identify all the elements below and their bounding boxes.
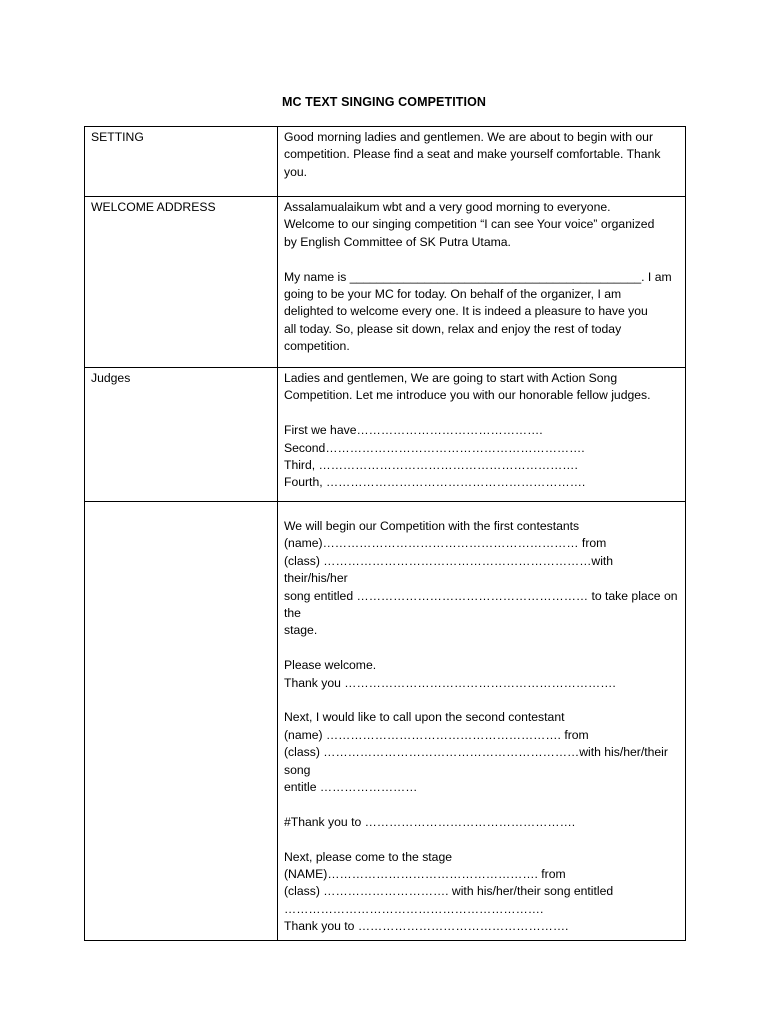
text-line: entitle …………………… bbox=[284, 780, 418, 795]
text-line: by English Committee of SK Putra Utama. bbox=[284, 234, 511, 249]
text-line: First we have………………………………………. bbox=[284, 423, 543, 438]
mc-script-table bbox=[84, 126, 686, 941]
text-line: Please welcome. bbox=[284, 658, 377, 673]
row-label-judges: Judges bbox=[85, 368, 278, 502]
row-label-empty bbox=[85, 502, 278, 941]
text-line: ………………………………………………………. bbox=[284, 901, 544, 916]
text-line: all today. So, please sit down, relax and enjoy the rest of today bbox=[284, 321, 622, 336]
blank-line bbox=[284, 831, 679, 848]
row-label-setting: SETTING bbox=[85, 127, 278, 197]
contestants-text bbox=[278, 502, 686, 941]
document-title: MC TEXT SINGING COMPETITION bbox=[281, 95, 487, 109]
text-line: Thank you …………………………………………………………. bbox=[284, 675, 616, 690]
text-line: Welcome to our singing competition “I can see Your voice” organized bbox=[284, 217, 655, 232]
text-line: Fourth, ………………………………………………………. bbox=[284, 475, 586, 490]
text-line: Second………………………………………………………. bbox=[284, 440, 585, 455]
text-line: #Thank you to ……………………………………………. bbox=[284, 814, 576, 829]
text-line: Next, I would like to call upon the second contestant bbox=[284, 710, 565, 725]
text-line: you. bbox=[284, 164, 308, 179]
text-line: Third, ………………………………………………………. bbox=[284, 458, 578, 473]
text-line: delighted to welcome every one. It is indeed a pleasure to have you bbox=[284, 304, 648, 319]
row-label-welcome-address: WELCOME ADDRESS bbox=[85, 197, 278, 368]
text-line: We will begin our Competition with the first contestants bbox=[284, 519, 580, 533]
table-row bbox=[85, 368, 686, 502]
text-line: (class) ………………………………………………………with his/her/their song bbox=[284, 745, 668, 777]
text-line: Assalamualaikum wbt and a very good morning to everyone. bbox=[284, 200, 611, 214]
judges-text bbox=[278, 368, 686, 502]
welcome-address-text bbox=[278, 197, 686, 368]
text-line: going to be your MC for today. On behalf of the organizer, I am bbox=[284, 287, 622, 302]
text-line: stage. bbox=[284, 623, 318, 638]
blank-line bbox=[284, 640, 679, 657]
text-line: (class) …………………………. with his/her/their song entitled bbox=[284, 884, 614, 899]
text-line: Good morning ladies and gentlemen. We are about to begin with our bbox=[284, 130, 654, 144]
text-line: competition. bbox=[284, 339, 350, 354]
blank-line bbox=[284, 405, 679, 422]
text-line: Ladies and gentlemen, We are going to start with Action Song bbox=[284, 371, 618, 385]
table-row bbox=[85, 197, 686, 368]
table-row bbox=[85, 502, 686, 941]
text-line: (NAME)……………………………………………. from bbox=[284, 867, 566, 882]
text-line: song entitled ………………………………………………… to take place on the bbox=[284, 588, 678, 621]
blank-line bbox=[284, 796, 679, 813]
table-row bbox=[85, 127, 686, 197]
setting-text bbox=[278, 127, 686, 197]
text-line: Competition. Let me introduce you with our honorable fellow judges. bbox=[284, 388, 651, 403]
text-line: My name is ___________________________________________. I am bbox=[284, 269, 672, 284]
text-line: Next, please come to the stage bbox=[284, 849, 453, 864]
blank-line bbox=[284, 692, 679, 709]
blank-line bbox=[284, 251, 679, 268]
text-line: (class) …………………………………………………………with their/his/her bbox=[284, 553, 614, 586]
text-line: Thank you to ……………………………………………. bbox=[284, 919, 569, 934]
text-line: competition. Please find a seat and make yourself comfortable. Thank bbox=[284, 147, 661, 162]
text-line: (name)……………………………………………………… from bbox=[284, 536, 607, 551]
text-line: (name) …………………………………………………. from bbox=[284, 727, 589, 742]
